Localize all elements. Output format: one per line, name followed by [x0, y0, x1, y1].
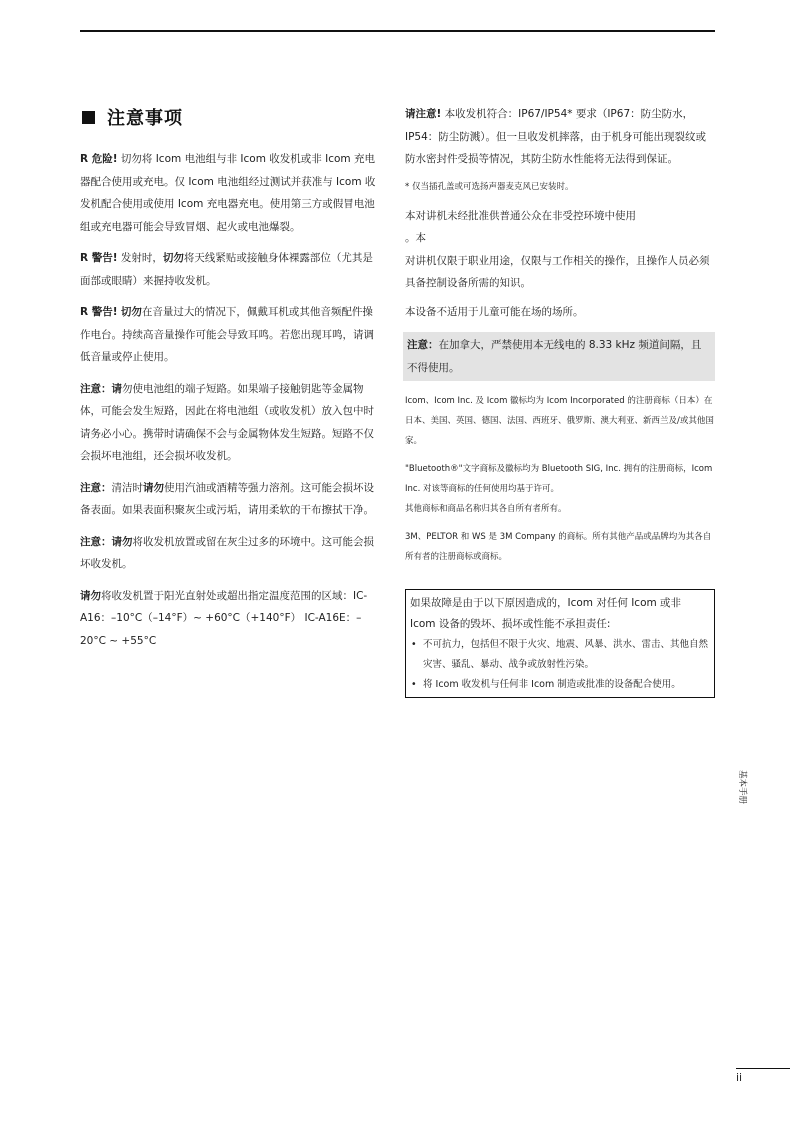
- section-heading: [80, 104, 377, 130]
- waterproof-footnote: * 仅当插孔盖或可选扬声器麦克风已安装时。: [405, 181, 574, 192]
- page-number: ii: [736, 1071, 743, 1084]
- top-rule: [80, 30, 715, 32]
- bullet-icon: •: [411, 639, 417, 650]
- warning-antenna-paragraph: R 警告! 发射时，切勿将天线紧贴或接触身体裸露部位（尤其是面部或眼睛）来握持收发机。: [80, 252, 373, 287]
- canada-notice: 注意：在加拿大，严禁使用本无线电的 8.33 kHz 频道间隔，且不得使用。: [403, 332, 715, 381]
- caution-cleaning-paragraph: 注意：清洁时请勿使用汽油或酒精等强力溶剂。这可能会损坏设备表面。如果表面积聚灰尘或污垢，请用柔软的干布擦拭干净。: [80, 481, 374, 516]
- list-item: • 不可抗力，包括但不限于火灾、地震、风暴、洪水、雷击、其他自然灾害、骚乱、暴动、战争或放射性污染。: [410, 635, 708, 675]
- left-column: [80, 100, 377, 661]
- waterproof-paragraph: 请注意! 本收发机符合：IP67/IP54* 要求（IP67：防尘防水，IP54：防尘防溅）。但一旦收发机摔落，由于机身可能出现裂纹或防水密封件受损等情况，其防尘防水性能将无法得到保证。: [405, 108, 707, 165]
- page-number-rule: [736, 1068, 790, 1069]
- caution-dust-paragraph: 注意：请勿将收发机放置或留在灰尘过多的环境中。这可能会损坏收发机。: [80, 535, 374, 570]
- trademark-others: 其他商标和商品名称归其各自所有者所有。: [405, 504, 567, 514]
- side-tab-label: 基本手册: [737, 770, 747, 805]
- square-bullet-icon: [82, 111, 95, 124]
- usage-paragraph: 本对讲机未经批准供普通公众在非受控环境中使用 。本 对讲机仅限于职业用途，仅限与工作相关的操作，且操作人员必须具备控制设备所需的知识。: [405, 209, 710, 289]
- section-title: 注意事项: [107, 108, 183, 129]
- children-paragraph: 本设备不适用于儿童可能在场的场所。: [405, 305, 584, 318]
- liability-list: [410, 635, 708, 695]
- warning-volume-paragraph: R 警告! 切勿在音量过大的情况下，佩戴耳机或其他音频配件操作电台。持续高音量操作可能会导致耳鸣。若您出现耳鸣，请调低音量或停止使用。: [80, 306, 374, 363]
- caution-short-circuit-paragraph: 注意：请勿使电池组的端子短路。如果端子接触钥匙等金属物体，可能会发生短路，因此在将电池组（或收发机）放入包中时请务必小心。携带时请确保不会与金属物体发生短路。短路不仅会损坏电池组，还会损坏收发机。: [80, 382, 374, 462]
- trademark-icom: Icom、Icom Inc. 及 Icom 徽标均为 Icom Incorporated 的注册商标（日本）在日本、美国、英国、德国、法国、西班牙、俄罗斯、澳大利亚、新西兰及/或其他国家。: [405, 396, 714, 446]
- temperature-paragraph: 请勿将收发机置于阳光直射处或超出指定温度范围的区域：IC-A16：–10°C（–14°F）~ +60°C（+140°F） IC-A16E：–20°C ~ +55°C: [80, 589, 368, 647]
- trademark-3m: 3M、PELTOR 和 WS 是 3M Company 的商标。所有其他产品或品牌均为其各自所有者的注册商标或商标。: [405, 532, 712, 562]
- side-tab: [729, 770, 759, 820]
- bullet-icon: •: [411, 679, 417, 690]
- danger-paragraph: R 危险! 切勿将 Icom 电池组与非 Icom 收发机或非 Icom 充电器配合使用或充电。仅 Icom 电池组经过测试并获准与 Icom 收发机配合使用或使用 Icom 充电器充电。使用第三方或假冒电池组或充电器可能会导致冒烟、起火或电池爆裂。: [80, 153, 376, 233]
- trademark-bluetooth: "Bluetooth®"文字商标及徽标均为 Bluetooth SIG, Inc. 拥有的注册商标，Icom Inc. 对该等商标的任何使用均基于许可。: [405, 464, 713, 494]
- right-column: [405, 103, 715, 698]
- liability-box: [405, 589, 715, 698]
- list-item: • 将 Icom 收发机与任何非 Icom 制造或批准的设备配合使用。: [410, 675, 708, 695]
- liability-intro: 如果故障是由于以下原因造成的，Icom 对任何 Icom 或非 Icom 设备的毁坏、损坏或性能不承担责任:: [410, 597, 682, 630]
